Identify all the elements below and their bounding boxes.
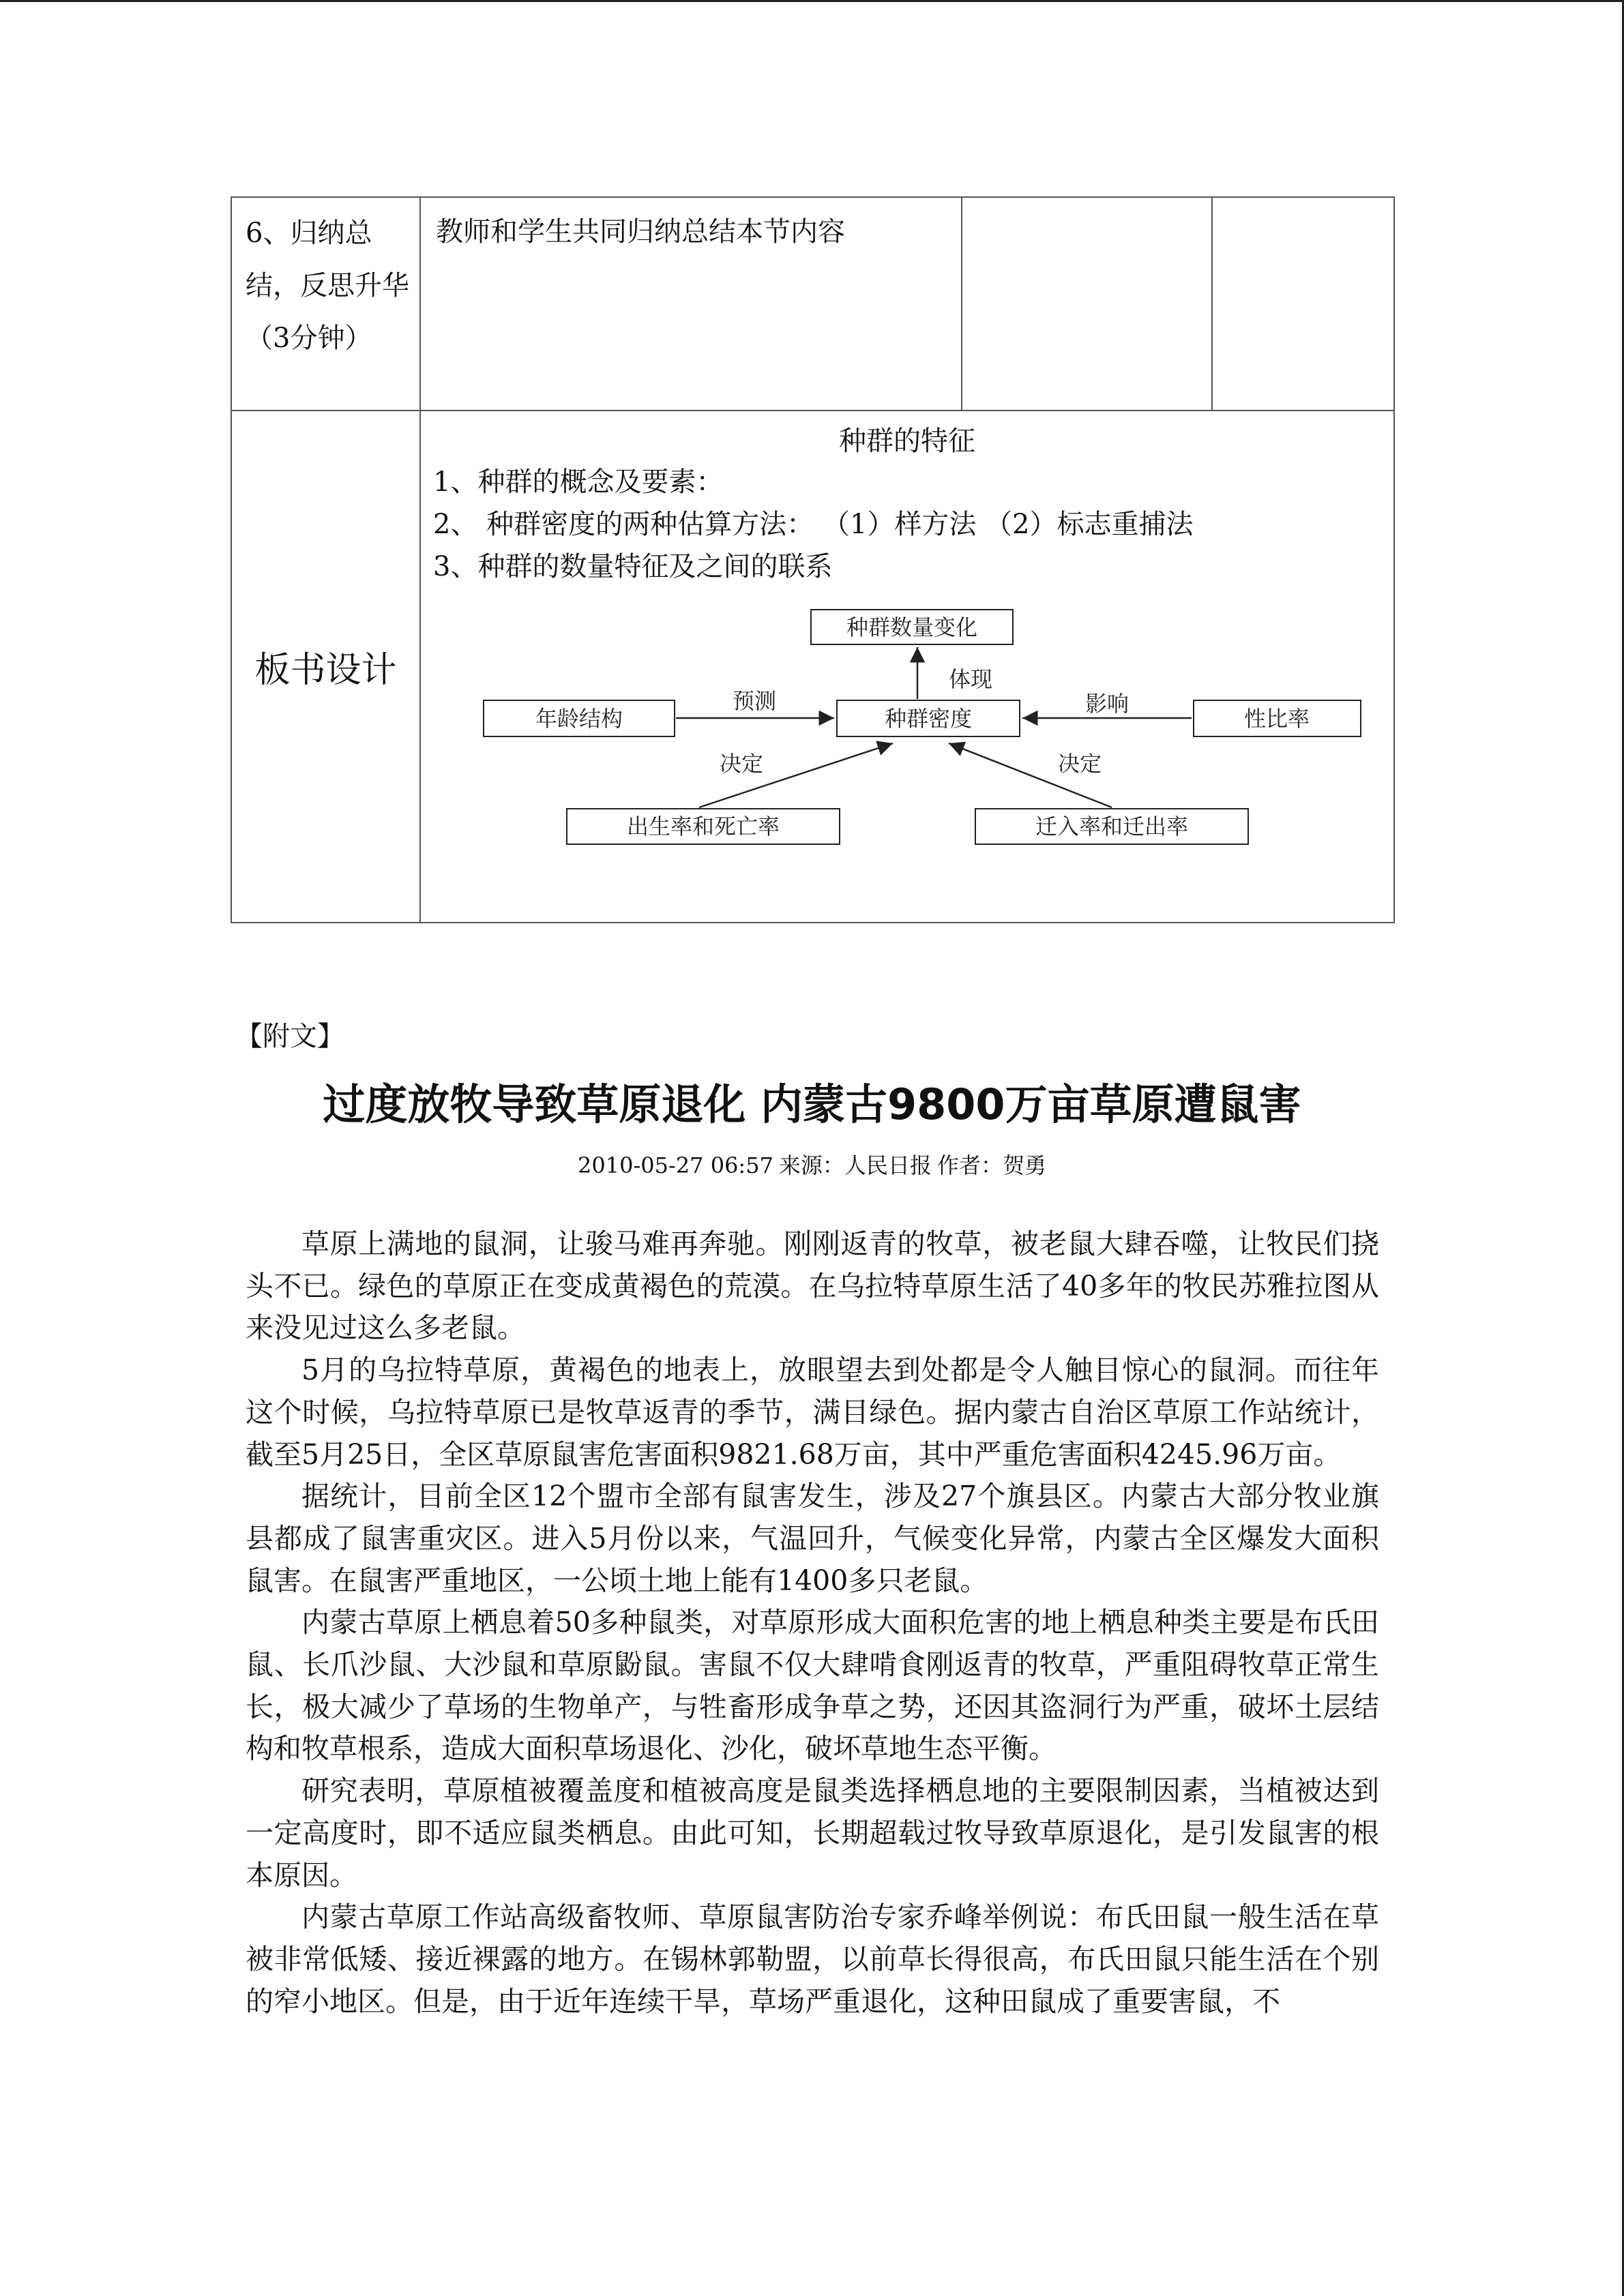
board-line-1: 1、种群的概念及要素： (433, 466, 724, 498)
article-paragraph: 内蒙古草原上栖息着50多种鼠类，对草原形成大面积危害的地上栖息种类主要是布氏田鼠、长爪沙鼠、大沙鼠和草原鼢鼠。害鼠不仅大肆啃食刚返青的牧草，严重阻碍牧草正常生长，极大减少了草场的生物单产，与牲畜形成争草之势，还因其盗洞行为严重，破坏土层结构和牧草根系，造成大面积草场退化、沙化，破坏草地生态平衡。 (246, 1606, 1379, 1765)
step-label: 6、归纳总结，反思升华（3分钟） (246, 218, 409, 354)
activity-cell (420, 197, 962, 411)
article-paragraph: 内蒙古草原工作站高级畜牧师、草原鼠害防治专家乔峰举例说：布氏田鼠一般生活在草被非常低矮、接近裸露的地方。在锡林郭勒盟，以前草长得很高，布氏田鼠只能生活在个别的窄小地区。但是，由于近年连续干旱，草场严重退化，这种田鼠成了重要害鼠，不 (246, 1900, 1379, 2018)
byline-author: 作者：贺勇 (936, 1152, 1046, 1178)
article-paragraph: 5月的乌拉特草原，黄褐色的地表上，放眼望去到处都是令人触目惊心的鼠洞。而往年这个时候，乌拉特草原已是牧草返青的季节，满目绿色。据内蒙古自治区草原工作站统计，截至5月25日，全区草原鼠害危害面积9821.68万亩，其中严重危害面积4245.96万亩。 (246, 1354, 1379, 1471)
board-line-2: 2、 种群密度的两种估算方法： （1）样方法 （2）标志重捕法 (433, 509, 1194, 540)
node-bottom-right-label: 迁入率和迁出率 (1035, 814, 1189, 839)
empty-cell-2 (1212, 197, 1394, 411)
node-right-label: 性比率 (1243, 706, 1310, 732)
node-left-label: 年龄结构 (535, 706, 623, 732)
article-paragraph: 据统计，目前全区12个盟市全部有鼠害发生，涉及27个旗县区。内蒙古大部分牧业旗县都成了鼠害重灾区。进入5月份以来，气温回升，气候变化异常，内蒙古全区爆发大面积鼠害。在鼠害严重地区，一公顷土地上能有1400多只老鼠。 (246, 1480, 1379, 1597)
edge-decide-right-label: 决定 (1057, 751, 1102, 777)
activity-text: 教师和学生共同归纳总结本节内容 (436, 216, 845, 248)
board-title: 种群的特征 (839, 426, 975, 457)
byline-source: 来源：人民日报 (778, 1152, 932, 1178)
edge-decide-left-label: 决定 (719, 751, 764, 777)
population-feature-diagram (421, 411, 1395, 923)
article-body (246, 1223, 1379, 2023)
summary-row (231, 197, 1394, 411)
empty-cell-1 (962, 197, 1212, 411)
article-byline (0, 1148, 1624, 1180)
article-paragraph: 草原上满地的鼠洞，让骏马难再奔驰。刚刚返青的牧草，被老鼠大肆吞噬，让牧民们挠头不已。绿色的草原正在变成黄褐色的荒漠。在乌拉特草原生活了40多年的牧民苏雅拉图从来没见过这么多老鼠。 (246, 1227, 1379, 1345)
article-title: 过度放牧导致草原退化 内蒙古9800万亩草原遭鼠害 (323, 1079, 1301, 1129)
edge-embody-label: 体现 (948, 666, 993, 692)
node-bottom-left-label: 出生率和死亡率 (626, 814, 780, 839)
step-cell (231, 197, 420, 411)
lesson-plan-table (231, 196, 1395, 923)
board-design-label: 板书设计 (231, 411, 420, 923)
edge-predict-label: 预测 (732, 688, 777, 714)
appendix-label: 【附文】 (235, 1021, 344, 1052)
node-top-label: 种群数量变化 (846, 614, 978, 640)
board-line-3: 3、种群的数量特征及之间的联系 (433, 551, 833, 582)
edge-influence-label: 影响 (1084, 691, 1130, 717)
board-design-row (231, 411, 1394, 923)
byline-date: 2010-05-27 06:57 (578, 1152, 773, 1178)
node-center-label: 种群密度 (884, 706, 973, 732)
article-paragraph: 研究表明，草原植被覆盖度和植被高度是鼠类选择栖息地的主要限制因素，当植被达到一定高度时，即不适应鼠类栖息。由此可知，长期超载过牧导致草原退化，是引发鼠害的根本原因。 (246, 1774, 1379, 1892)
board-design-cell (420, 411, 1394, 923)
page-top-border (0, 0, 1624, 2)
